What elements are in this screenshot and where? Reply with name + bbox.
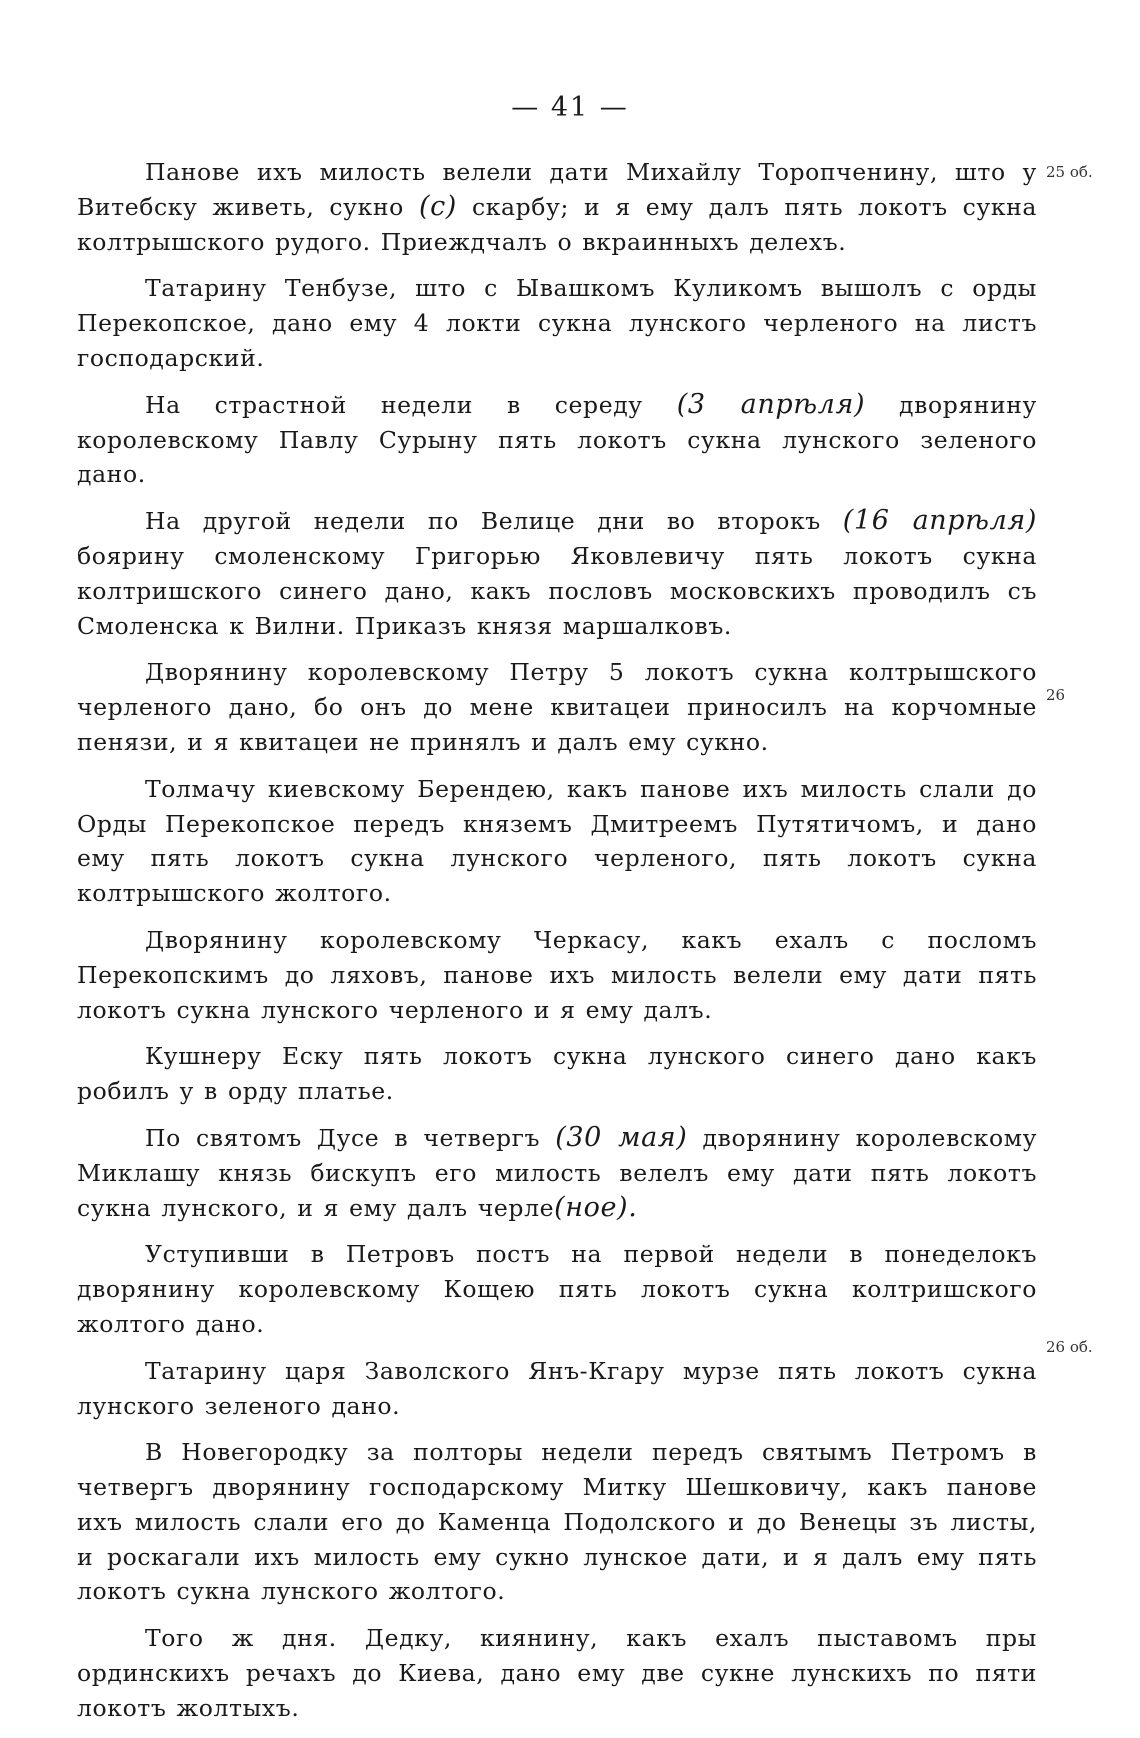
paragraph-text: Панове ихъ милость велели дати Михайлу Торопченину, што у Витебску живеть, сукно [77, 158, 1037, 221]
editorial-insertion: (ное). [554, 1191, 638, 1223]
paragraph-text: Дворянину королевскому Черкасу, какъ ехалъ с посломъ Перекопскимъ до ляховъ, панове ихъ милость велели ему дати пять локотъ сукна лунского черленого и я ему далъ. [77, 925, 1037, 1024]
paragraph-text: Татарину царя Заволского Янъ-Кгару мурзе пять локотъ сукна лунского зеленого дано. [77, 1356, 1037, 1420]
paragraph [77, 504, 1037, 643]
paragraph-text: На страстной недели в середу [145, 390, 677, 419]
editorial-insertion: (с) [418, 190, 457, 222]
paragraph-text: дворянину королевскому Павлу Сурыну пять локотъ сукна лунского зеленого дано. [77, 390, 1037, 489]
paragraph-text: Толмачу киевскому Берендею, какъ панове ихъ милость слали до Орды Перекопское передъ княземъ Дмитреемъ Путятичомъ, и дано ему пять локотъ сукна лунского черленого, пять локотъ сукна колтрышского жолтого. [77, 774, 1037, 908]
paragraph-text: дворянину королевскому Миклашу князь бискупъ его милость велелъ ему дати пять локотъ сукна лунского, и я ему далъ черле [77, 1123, 1037, 1222]
editorial-insertion: (16 апрѣля) [842, 505, 1037, 537]
paragraph [77, 1354, 1037, 1424]
editorial-insertion: (3 апрѣля) [676, 388, 866, 420]
paragraph [77, 923, 1037, 1027]
paragraph [77, 1621, 1037, 1725]
page-number: — 41 — [511, 92, 629, 123]
paragraph-text: Того ж дня. Дедку, киянину, какъ ехалъ пыставомъ пры ординскихъ речахъ до Киева, дано ему две сукне лунскихъ по пяти локотъ жолтыхъ. [77, 1624, 1037, 1722]
paragraph-text: Уступивши в Петровъ постъ на первой недели в понеделокъ дворянину королевскому Кощею пять локотъ сукна колтришского жолтого дано. [77, 1240, 1037, 1338]
paragraph [77, 655, 1037, 759]
paragraph [77, 772, 1037, 911]
paragraph [77, 271, 1037, 375]
paragraph-text: Дворянину королевскому Петру 5 локотъ сукна колтрышского черленого дано, бо онъ до мене квитацеи приносилъ на корчомные пенязи, и я квитацеи не принялъ и далъ ему сукно. [77, 658, 1037, 756]
paragraph [77, 388, 1037, 492]
paragraph-text: Кушнеру Еску пять локотъ сукна лунского синего дано какъ робилъ у в орду платье. [77, 1042, 1037, 1106]
paragraph [77, 1039, 1037, 1109]
paragraph [77, 1237, 1037, 1341]
paragraph-text: скарбу; и я ему далъ пять локотъ сукна колтрышского рудого. Приеждчалъ о вкраинныхъ делехъ. [77, 192, 1038, 256]
text-body [77, 155, 1037, 1738]
margin-note-folio: 26 [1046, 686, 1066, 704]
paragraph [77, 1121, 1037, 1225]
paragraph [77, 155, 1037, 259]
paragraph-text: По святомъ Дусе в четвергъ [145, 1123, 556, 1152]
margin-note-folio: 25 об. [1046, 163, 1093, 181]
margin-note-folio: 26 об. [1046, 1338, 1093, 1356]
paragraph-text: На другой недели по Велице дни во второкъ [145, 507, 843, 536]
paragraph-text: В Новегородку за полторы недели передъ святымъ Петромъ в четвергъ дворянину господарскому Митку Шешковичу, какъ панове ихъ милость слали его до Каменца Подолского и до Венецы зъ листы, и роскагали ихъ милость ему сукно лунское дати, и я далъ ему пять локотъ сукна лунского жолтого. [77, 1438, 1037, 1606]
editorial-insertion: (30 мая) [555, 1121, 688, 1153]
paragraph-text: Татарину Тенбузе, што с Ывашкомъ Куликомъ вышолъ с орды Перекопское, дано ему 4 локти сукна лунского черленого на листъ господарский. [77, 274, 1037, 372]
paragraph [77, 1435, 1037, 1609]
paragraph-text: боярину смоленскому Григорью Яковлевичу пять локотъ сукна колтришского синего дано, какъ пословъ московскихъ проводилъ съ Смоленска к Вилни. Приказъ князя маршалковъ. [77, 541, 1037, 640]
